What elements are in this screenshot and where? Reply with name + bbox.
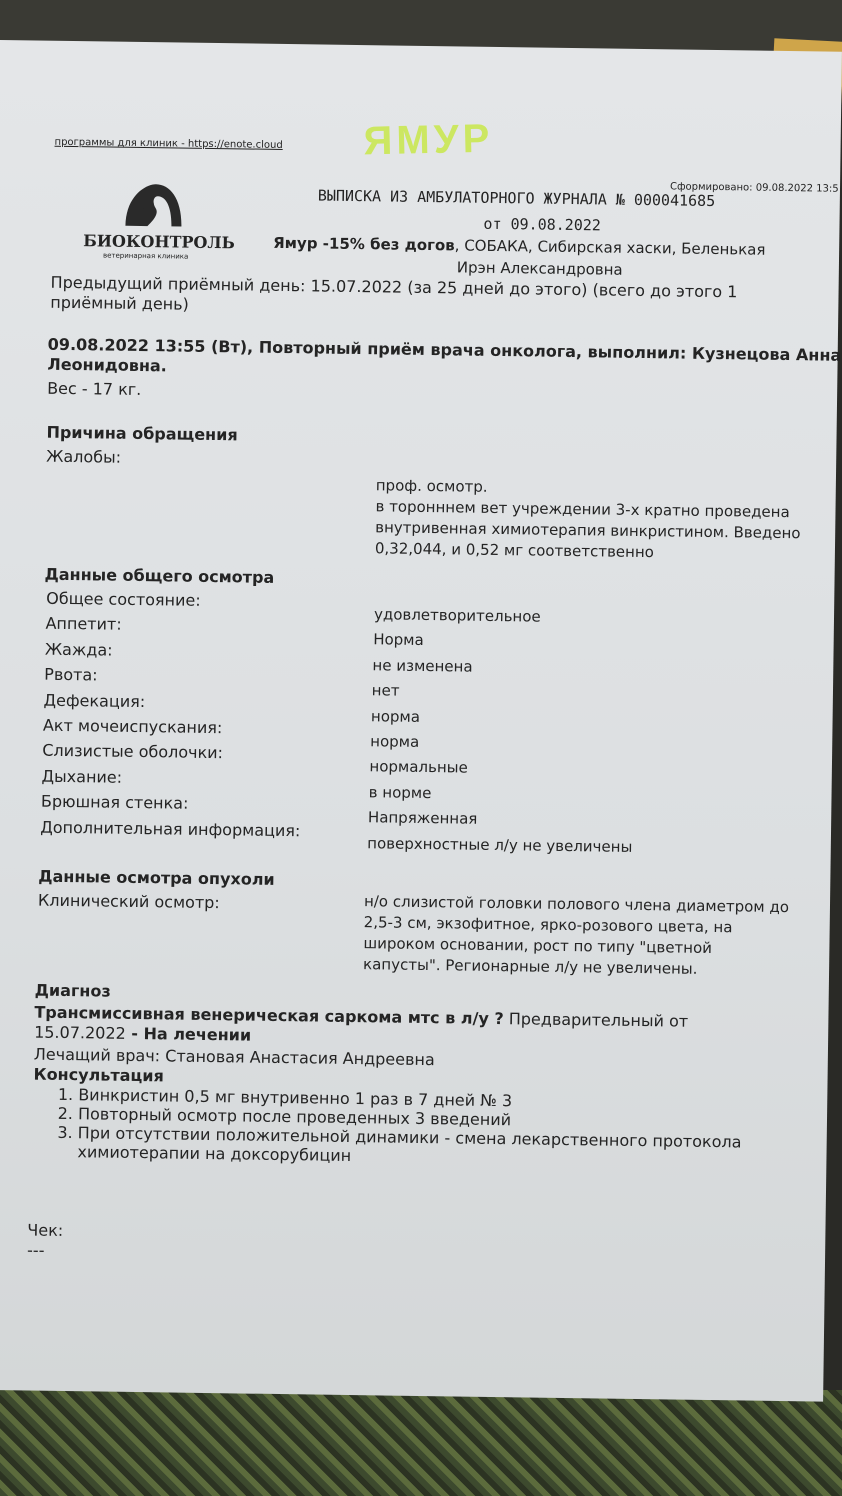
consultation-item: 2. Повторный осмотр после проведенных 3 введений xyxy=(78,1104,763,1133)
exam-value: Норма xyxy=(373,630,424,650)
clinic-logo-icon xyxy=(121,182,186,231)
software-link: программы для клиник - https://enote.cloud xyxy=(54,136,283,151)
exam-label: Общее состояние: xyxy=(46,588,201,610)
tumor-exam-label: Клинический осмотр: xyxy=(37,890,220,913)
weight: Вес - 17 кг. xyxy=(47,378,142,400)
exam-value: не изменена xyxy=(372,656,473,676)
document-page xyxy=(0,40,842,1402)
section-general-heading: Данные общего осмотра xyxy=(44,564,275,587)
consultation-list xyxy=(32,1085,763,1171)
exam-value: поверхностные л/у не увеличены xyxy=(367,833,633,856)
exam-label: Рвота: xyxy=(44,664,98,685)
exam-value: нет xyxy=(371,681,400,700)
patient-details: , СОБАКА, Сибирская хаски, Беленькая xyxy=(454,236,766,259)
exam-label: Дыхание: xyxy=(41,766,123,787)
attending-doctor: Лечащий врач: Становая Анастасия Андреевна xyxy=(33,1044,435,1070)
consultation-item: 1. Винкристин 0,5 мг внутривенно 1 раз в 7 дней № 3 xyxy=(78,1085,763,1114)
clinic-name: БИОКОНТРОЛЬ xyxy=(83,231,235,253)
diagnosis-type: Предварительный от 15.07.2022 xyxy=(34,1009,689,1043)
owner-name: Ирэн Александровна xyxy=(456,258,623,279)
section-reason-heading: Причина обращения xyxy=(46,422,238,445)
exam-label: Дополнительная информация: xyxy=(40,817,301,840)
section-consultation-heading: Консультация xyxy=(33,1064,164,1086)
exam-value: удовлетворительное xyxy=(373,605,541,626)
clinic-subtitle: ветеринарная клиника xyxy=(102,251,189,261)
exam-label: Жажда: xyxy=(44,639,113,660)
diagnosis-line xyxy=(34,1003,744,1053)
exam-value: нормальные xyxy=(369,757,468,777)
tumor-exam-value: н/о слизистой головки полового члена диаметром до 2,5-3 см, экзофитное, ярко-розового цвета, на широком основании, рост по типу "цветной капусты". Регионарные л/у не увеличены. xyxy=(363,892,790,978)
check-label: Чек: xyxy=(27,1220,64,1240)
check-value: --- xyxy=(26,1240,45,1260)
exam-label: Брюшная стенка: xyxy=(40,791,189,813)
exam-label: Дефекация: xyxy=(43,690,146,711)
generated-date: Сформировано: 09.08.2022 13:5 xyxy=(669,181,839,195)
section-diagnosis-heading: Диагноз xyxy=(34,980,111,1001)
document-title: ВЫПИСКА ИЗ АМБУЛАТОРНОГО ЖУРНАЛА № 000041685 xyxy=(317,186,716,211)
exam-value: Напряженная xyxy=(367,808,478,828)
exam-label: Аппетит: xyxy=(45,614,122,635)
previous-visit: Предыдущий приёмный день: 15.07.2022 (за 25 дней до этого) (всего до этого 1 приёмный день) xyxy=(50,272,738,314)
exam-value: в норме xyxy=(368,783,432,802)
document-date: от 09.08.2022 xyxy=(483,214,602,235)
exam-value: норма xyxy=(370,732,420,751)
diagnosis-name: Трансмиссивная венерическая саркома мтс в л/у ? xyxy=(34,1002,504,1029)
fabric-background xyxy=(0,1390,842,1496)
visit-line: 09.08.2022 13:55 (Вт), Повторный приём врача онколога, выполнил: Кузнецова Анна Леонидовна. xyxy=(47,334,842,376)
complaints-label: Жалобы: xyxy=(46,446,122,467)
patient-name: Ямур -15% без догов xyxy=(273,233,455,255)
exam-label: Слизистые оболочки: xyxy=(42,741,224,763)
exam-value: норма xyxy=(370,706,421,726)
diagnosis-status: - На лечении xyxy=(125,1023,252,1045)
handwritten-stamp: ЯМУР xyxy=(363,116,494,164)
exam-label: Акт мочеиспускания: xyxy=(42,715,223,738)
complaints-value: проф. осмотр. в торонннем вет учреждении 3-х кратно проведена внутривенная химиотерапия винкристином. Введено 0,32,044, и 0,52 мг соответственно xyxy=(374,476,801,562)
consultation-item: 3. При отсутствии положительной динамики - смена лекарственного протокола химиотерапии на доксорубицин xyxy=(77,1123,762,1171)
section-tumor-heading: Данные осмотра опухоли xyxy=(38,866,275,889)
